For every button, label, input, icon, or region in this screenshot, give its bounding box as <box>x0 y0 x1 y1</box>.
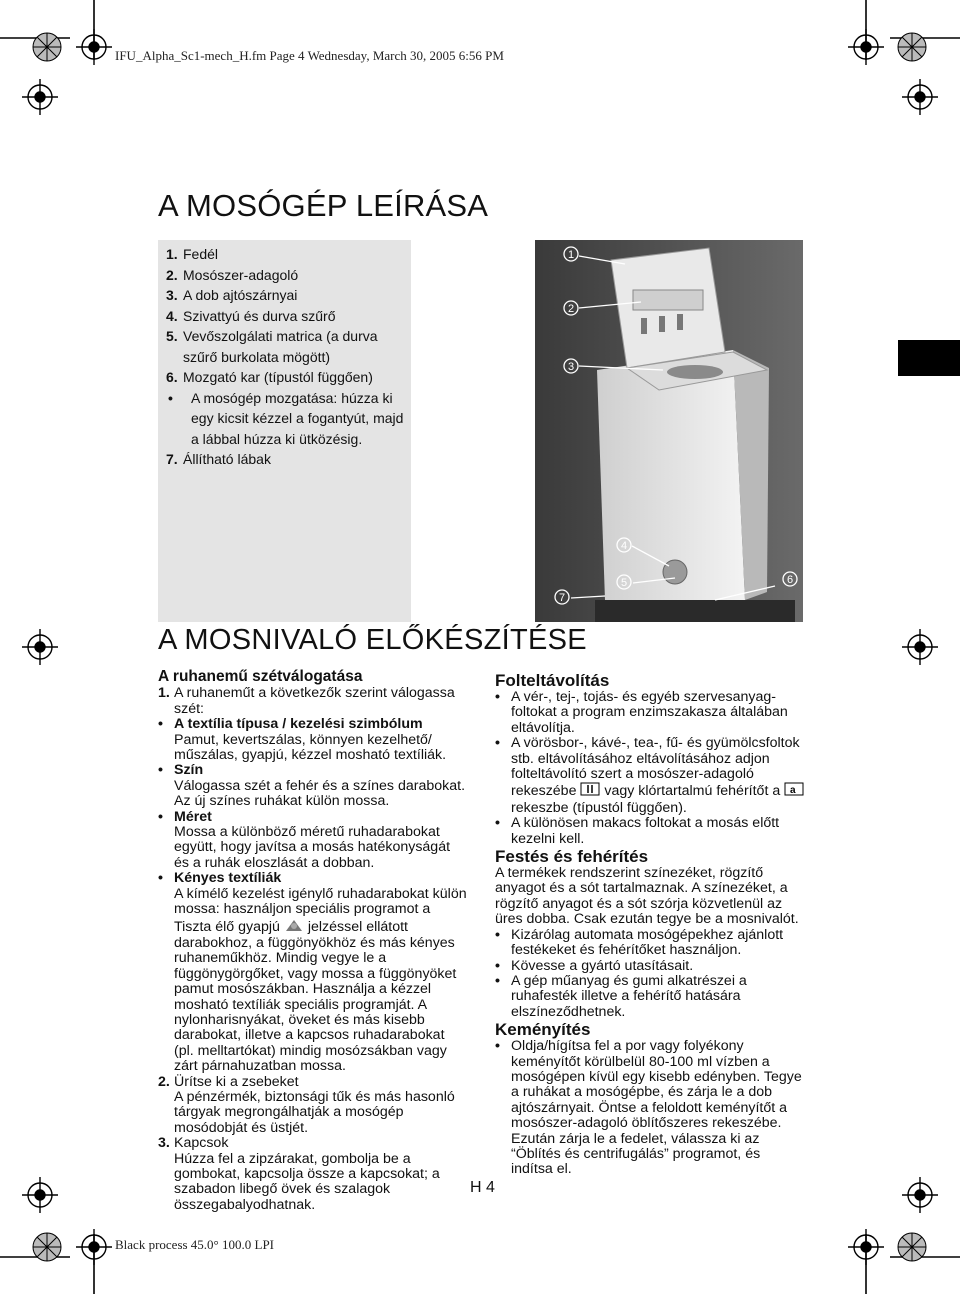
sorting-heading: A ruhanemű szétválogatása <box>158 668 363 685</box>
dye-heading: Festés és fehérítés <box>495 847 649 867</box>
callout-5: 5 <box>620 577 628 589</box>
list-item: 3. A dob ajtószárnyai <box>166 287 298 303</box>
print-header: IFU_Alpha_Sc1-mech_H.fm Page 4 Wednesday, March 30, 2005 6:56 PM <box>115 48 504 63</box>
section-title-description: A MOSÓGÉP LEÍRÁSA <box>158 188 489 223</box>
section-title-preparation: A MOSNIVALÓ ELŐKÉSZÍTÉSE <box>158 624 587 656</box>
starch-heading: Keményítés <box>495 1020 591 1040</box>
stain-column: Folteltávolítás • A vér-, tej-, tojás- és egyéb szervesanyag-foltokat a program enzimszakasza általában eltávolítja. • A vörösbor-, kávé-, tea-, fű- és gyümölcsfoltok stb. eltávolításához eltávolításához adjon folteltávolító szert a mosószer-adagoló rekeszébe vagy klórtartalmú fehérítőt a a rekeszbe (típustól függően). • A különösen makacs foltokat a mosás előtt kezelni kell. Festés és fehérítés A termékek rendszerint színezéket, rögzítő anyagot és a sót tartalmaznak. A színezéket, a rögzítő anyagot és a sót szórja közvetlenül az üres dobba. Csak ezután tegye be a mosnivalót. • Kizárólag automata mosógépekhez ajánlott festékeket és fehérítőket használjon. • Kövesse a gyártó utasításait. • A gép műanyag és gumi alkatrészei a ruhafesték illetve a fehérítő hatására elszíneződhetnek. Keményítés • Oldja/hígítsa fel a por vagy folyékony keményítőt körülbelül 80-100 ml vízben a mosógépen kívül egy kisebb edényben. Tegye a ruhákat a mosógépbe, és zárja le a dob ajtószárnyait. Öntse a feloldott keményítőt a mosószer-adagoló öblítőszeres rekeszébe. Ezután zárja le a fedelet, válassza ki az “Öblítés és centrifugálás” programot, és indítsa el. <box>495 671 805 1178</box>
callout-3: 3 <box>567 361 575 373</box>
list-item: 4. Szivattyú és durva szűrő <box>166 307 336 324</box>
callout-1: 1 <box>567 249 575 261</box>
page-number: H 4 <box>470 1179 495 1196</box>
detergent-compartment-icon <box>580 782 600 800</box>
wool-care-icon <box>284 918 304 936</box>
callout-7: 7 <box>558 592 566 604</box>
callout-6: 6 <box>786 574 794 586</box>
stain-heading: Folteltávolítás <box>495 671 610 690</box>
parts-list <box>166 244 406 470</box>
sorting-column: A ruhanemű szétválogatása 1. A ruhaneműt a következők szerint válogassa szét: • A textília típusa / kezelési szimbólum Pamut, kevertszálas, könnyen kezelhető/ műszálas, gyapjú, kézzel mosható textíliák. • Szín Válogassa szét a fehér és a színes darabokat. Az új színes ruhákat külön mossa. • Méret Mossa a különböző méretű ruhadarabokat együtt, hogy javítsa a mosás hatékonyságát és a ruhák eloszlását a dobban. • Kényes textíliák A kímélő kezelést igénylő ruhadarabokat külön mossa: használjon speciális programot a Tiszta élő gyapjú jelzéssel ellátott darabokhoz, a függönyökhöz és más kényes ruhaneműkhöz. Mindig vegye le a függönygörgőket, vagy mossa a függönyöket pamut mosószákban. Használja a kézzel mosható textíliák speciális programját. A nylonharisnyákat, öveket és más kisebb darabokat, illetve a kapcsos ruhadarabokat (pl. melltartókat) mindig mosózsákban vagy zárt párnahuzatban mossa. 2. Ürítse ki a zsebeket A pénzérmék, biztonsági tűk és más hasonló tárgyak megrongálhatják a mosógép mosódobját és üstjét. 3. Kapcsok Húzza fel a zipzárakat, gombolja be a gombokat, kapcsolja össze a kapcsokat; a szabadon libegő övek és szalagok összegabalyodhatnak. <box>158 668 467 1213</box>
callout-2: 2 <box>567 303 575 315</box>
bleach-compartment-icon <box>784 782 804 800</box>
list-item: 2. Mosószer-adagoló <box>166 266 299 283</box>
list-item: 1. Fedél <box>166 246 219 262</box>
washing-machine-photo <box>535 240 803 622</box>
list-item: • A mosógép mozgatása: húzza ki egy kicsit kézzel a fogantyút, majd a lábbal húzza ki ütközésig. <box>168 389 404 447</box>
callout-4: 4 <box>620 540 628 552</box>
svg-text:a: a <box>790 785 796 797</box>
list-item: 6. Mozgató kar (típustól függően) <box>166 369 373 385</box>
print-footer: Black process 45.0° 100.0 LPI <box>115 1237 275 1252</box>
thumb-tab <box>898 340 960 376</box>
list-item: 7. Állítható lábak <box>166 451 271 467</box>
list-item: 5. Vevőszolgálati matrica (a durva szűrő burkolata mögött) <box>166 328 378 365</box>
